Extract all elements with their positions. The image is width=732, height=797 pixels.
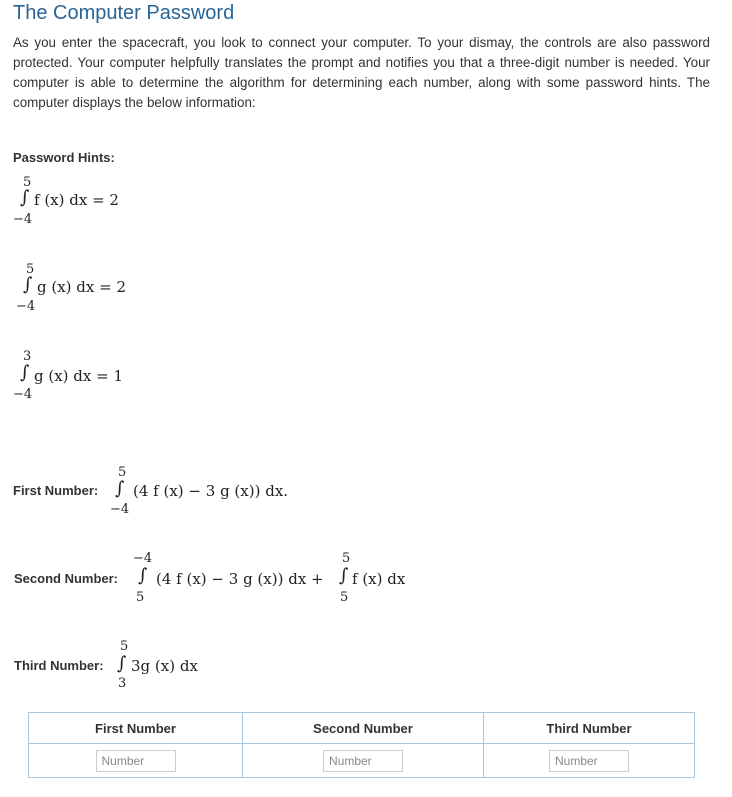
integral-sign: ∫ [20,187,30,208]
intro-paragraph: As you enter the spacecraft, you look to connect your computer. To your dismay, the controls are also password protected. Your computer helpfully translates the prompt and notifies you that a three-digit number is needed. Your computer is able to determine the algorithm for determining each number, along with some password hints. The computer displays the below information: [13,35,710,110]
first-number-lower-limit: −4 [110,502,130,517]
third-number-column-header: Third Number [484,713,695,744]
hint-1-upper-limit: 5 [23,175,32,190]
second-number-cell [243,744,484,778]
first-number-label: First Number: [13,483,99,498]
third-number-cell [484,744,695,778]
first-number-cell [29,744,243,778]
answer-table [28,712,695,778]
first-number-upper-limit: 5 [118,465,127,480]
second-number-column-header: Second Number [243,713,484,744]
second-number-upper-limit-1: −4 [133,551,153,566]
password-hints-heading: Password Hints: [13,150,115,165]
second-number-expression-2: f (x) dx [352,570,406,588]
integral-sign: ∫ [138,565,148,586]
second-number-lower-limit-2: 5 [340,590,349,605]
third-number-expression: 3g (x) dx [131,657,198,675]
hint-2-expression: g (x) dx = 2 [37,278,127,296]
integral-sign: ∫ [20,362,30,383]
hint-3-expression: g (x) dx = 1 [34,367,124,385]
first-number-expression: (4 f (x) − 3 g (x)) dx. [133,482,289,500]
integral-sign: ∫ [117,653,127,674]
integral-sign: ∫ [115,478,125,499]
third-number-lower-limit: 3 [118,676,127,691]
second-number-expression-1: (4 f (x) − 3 g (x)) dx + [156,570,324,588]
integral-sign: ∫ [339,565,349,586]
first-number-input[interactable] [96,750,176,772]
answer-table-input-row [29,744,695,778]
hint-1-expression: f (x) dx = 2 [34,191,119,209]
hint-1-lower-limit: −4 [13,212,33,227]
hint-2-upper-limit: 5 [26,262,35,277]
second-number-lower-limit-1: 5 [136,590,145,605]
first-number-column-header: First Number [29,713,243,744]
second-number-upper-limit-2: 5 [342,551,351,566]
third-number-upper-limit: 5 [120,639,129,654]
integral-sign: ∫ [23,274,33,295]
second-number-label: Second Number: [14,571,119,586]
second-number-input[interactable] [323,750,403,772]
page-title: The Computer Password [13,2,235,24]
hint-3-upper-limit: 3 [23,349,32,364]
third-number-input[interactable] [549,750,629,772]
third-number-label: Third Number: [14,658,104,673]
hint-2-lower-limit: −4 [16,299,36,314]
answer-table-header-row [29,713,695,744]
hint-3-lower-limit: −4 [13,387,33,402]
